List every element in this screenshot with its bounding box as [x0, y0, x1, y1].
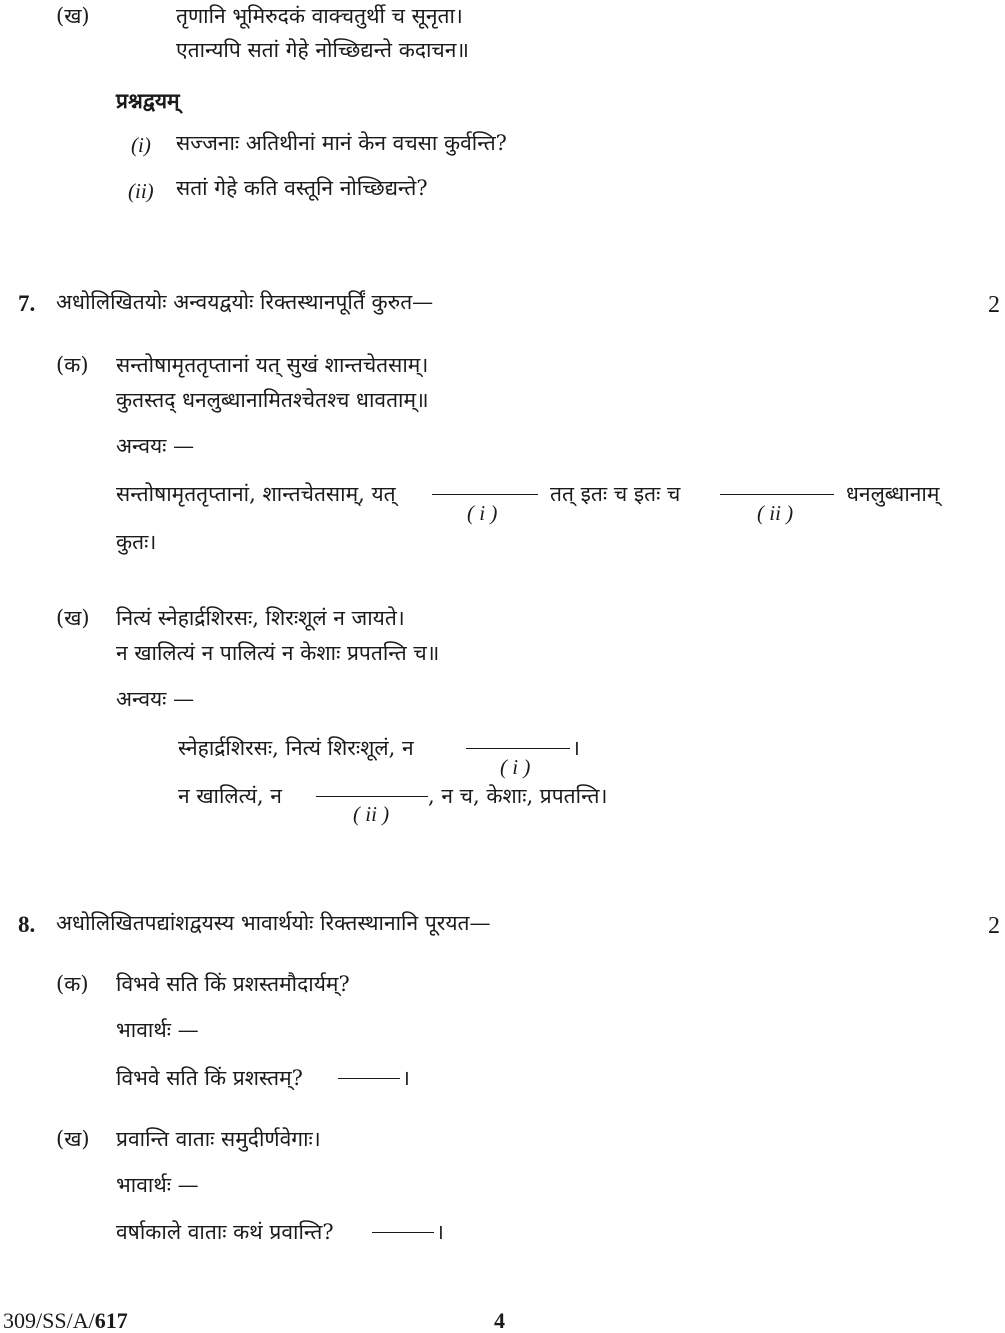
q7-ka-anvaya-part1: सन्तोषामृततृप्तानां, शान्तचेतसाम्, यत्	[116, 482, 396, 506]
q7-ka-blank-1[interactable]	[432, 494, 538, 495]
q7-kha-blank-1-label: ( i )	[500, 755, 531, 779]
q8-kha-bhavartha-end: ।	[436, 1220, 444, 1244]
q6-kha-verse-line2: एतान्यपि सतां गेहे नोच्छिद्यन्ते कदाचन॥	[176, 38, 469, 62]
q8-number: 8.	[18, 912, 36, 937]
q7-ka-blank-1-label: ( i )	[467, 501, 498, 525]
q7-kha-blank-2-label: ( ii )	[353, 802, 390, 826]
q8-ka-label: (क)	[56, 972, 89, 996]
q7-kha-anvaya-label: अन्वयः —	[116, 687, 195, 711]
q7-kha-blank-2[interactable]	[316, 796, 428, 797]
q8-ka-bhavartha-label: भावार्थः —	[116, 1018, 199, 1042]
q6-question-1-number: (i)	[131, 133, 151, 157]
q7-kha-verse-line2: न खालित्यं न पालित्यं न केशाः प्रपतन्ति च॥	[116, 641, 440, 665]
q8-ka-bhavartha-text: विभवे सति किं प्रशस्तम्?	[116, 1066, 303, 1090]
q7-instruction: अधोलिखितयोः अन्वयद्वयोः रिक्तस्थानपूर्तिं कुरुत—	[56, 290, 434, 314]
q8-marks: 2	[988, 913, 1000, 939]
q6-question-2-number: (ii)	[128, 179, 154, 203]
q7-kha-verse-line1: नित्यं स्नेहार्द्रशिरसः, शिरःशूलं न जायते।	[116, 606, 405, 630]
q6-kha-label: (ख)	[56, 4, 90, 28]
q7-kha-blank-1[interactable]	[466, 748, 570, 749]
q7-kha-anvaya-line2: न खालित्यं, न	[178, 784, 282, 808]
paper-code-prefix: 309/SS/A/	[3, 1308, 95, 1333]
q7-marks: 2	[988, 292, 1000, 318]
q7-ka-anvaya-part3: धनलुब्धानाम्	[846, 482, 940, 506]
q8-kha-verse: प्रवान्ति वाताः समुदीर्णवेगाः।	[116, 1127, 321, 1151]
q7-ka-verse-line1: सन्तोषामृततृप्तानां यत् सुखं शान्तचेतसाम्।	[116, 353, 429, 377]
q7-kha-label: (ख)	[56, 606, 90, 630]
q7-ka-blank-2[interactable]	[720, 494, 834, 495]
q7-ka-blank-2-label: ( ii )	[757, 501, 794, 525]
q7-ka-anvaya-part4: कुतः।	[116, 530, 157, 554]
q7-kha-anvaya-line1: स्नेहार्द्रशिरसः, नित्यं शिरःशूलं, न	[178, 736, 414, 760]
q6-questions-heading: प्रश्नद्वयम्	[116, 88, 180, 113]
paper-code	[3, 1310, 128, 1332]
q7-kha-anvaya-line2-end: , न च, केशाः, प्रपतन्ति।	[428, 784, 608, 808]
q6-question-2-text: सतां गेहे कति वस्तूनि नोच्छिद्यन्ते?	[176, 176, 428, 200]
q8-kha-bhavartha-label: भावार्थः —	[116, 1173, 199, 1197]
q7-ka-anvaya-part2: तत् इतः च इतः च	[550, 482, 681, 506]
paper-code-number: 617	[94, 1308, 128, 1333]
q8-ka-blank[interactable]	[338, 1078, 400, 1079]
q8-kha-blank[interactable]	[372, 1232, 434, 1233]
q6-question-1-text: सज्जनाः अतिथीनां मानं केन वचसा कुर्वन्ति?	[176, 131, 507, 155]
q8-ka-bhavartha-end: ।	[402, 1066, 410, 1090]
q8-kha-bhavartha-text: वर्षाकाले वाताः कथं प्रवान्ति?	[116, 1220, 334, 1244]
q8-instruction: अधोलिखितपद्यांशद्वयस्य भावार्थयोः रिक्तस्थानानि पूरयत—	[56, 911, 491, 935]
q7-kha-anvaya-line1-end: ।	[572, 736, 580, 760]
q8-ka-verse: विभवे सति किं प्रशस्तमौदार्यम्?	[116, 972, 350, 996]
q7-ka-anvaya-label: अन्वयः —	[116, 434, 195, 458]
page-number: 4	[494, 1308, 505, 1333]
q7-ka-verse-line2: कुतस्तद् धनलुब्धानामितश्चेतश्च धावताम्॥	[116, 388, 429, 412]
q7-number: 7.	[18, 291, 36, 316]
q7-ka-label: (क)	[56, 353, 89, 377]
q8-kha-label: (ख)	[56, 1127, 90, 1151]
q6-kha-verse-line1: तृणानि भूमिरुदकं वाक्चतुर्थी च सूनृता।	[176, 4, 463, 28]
